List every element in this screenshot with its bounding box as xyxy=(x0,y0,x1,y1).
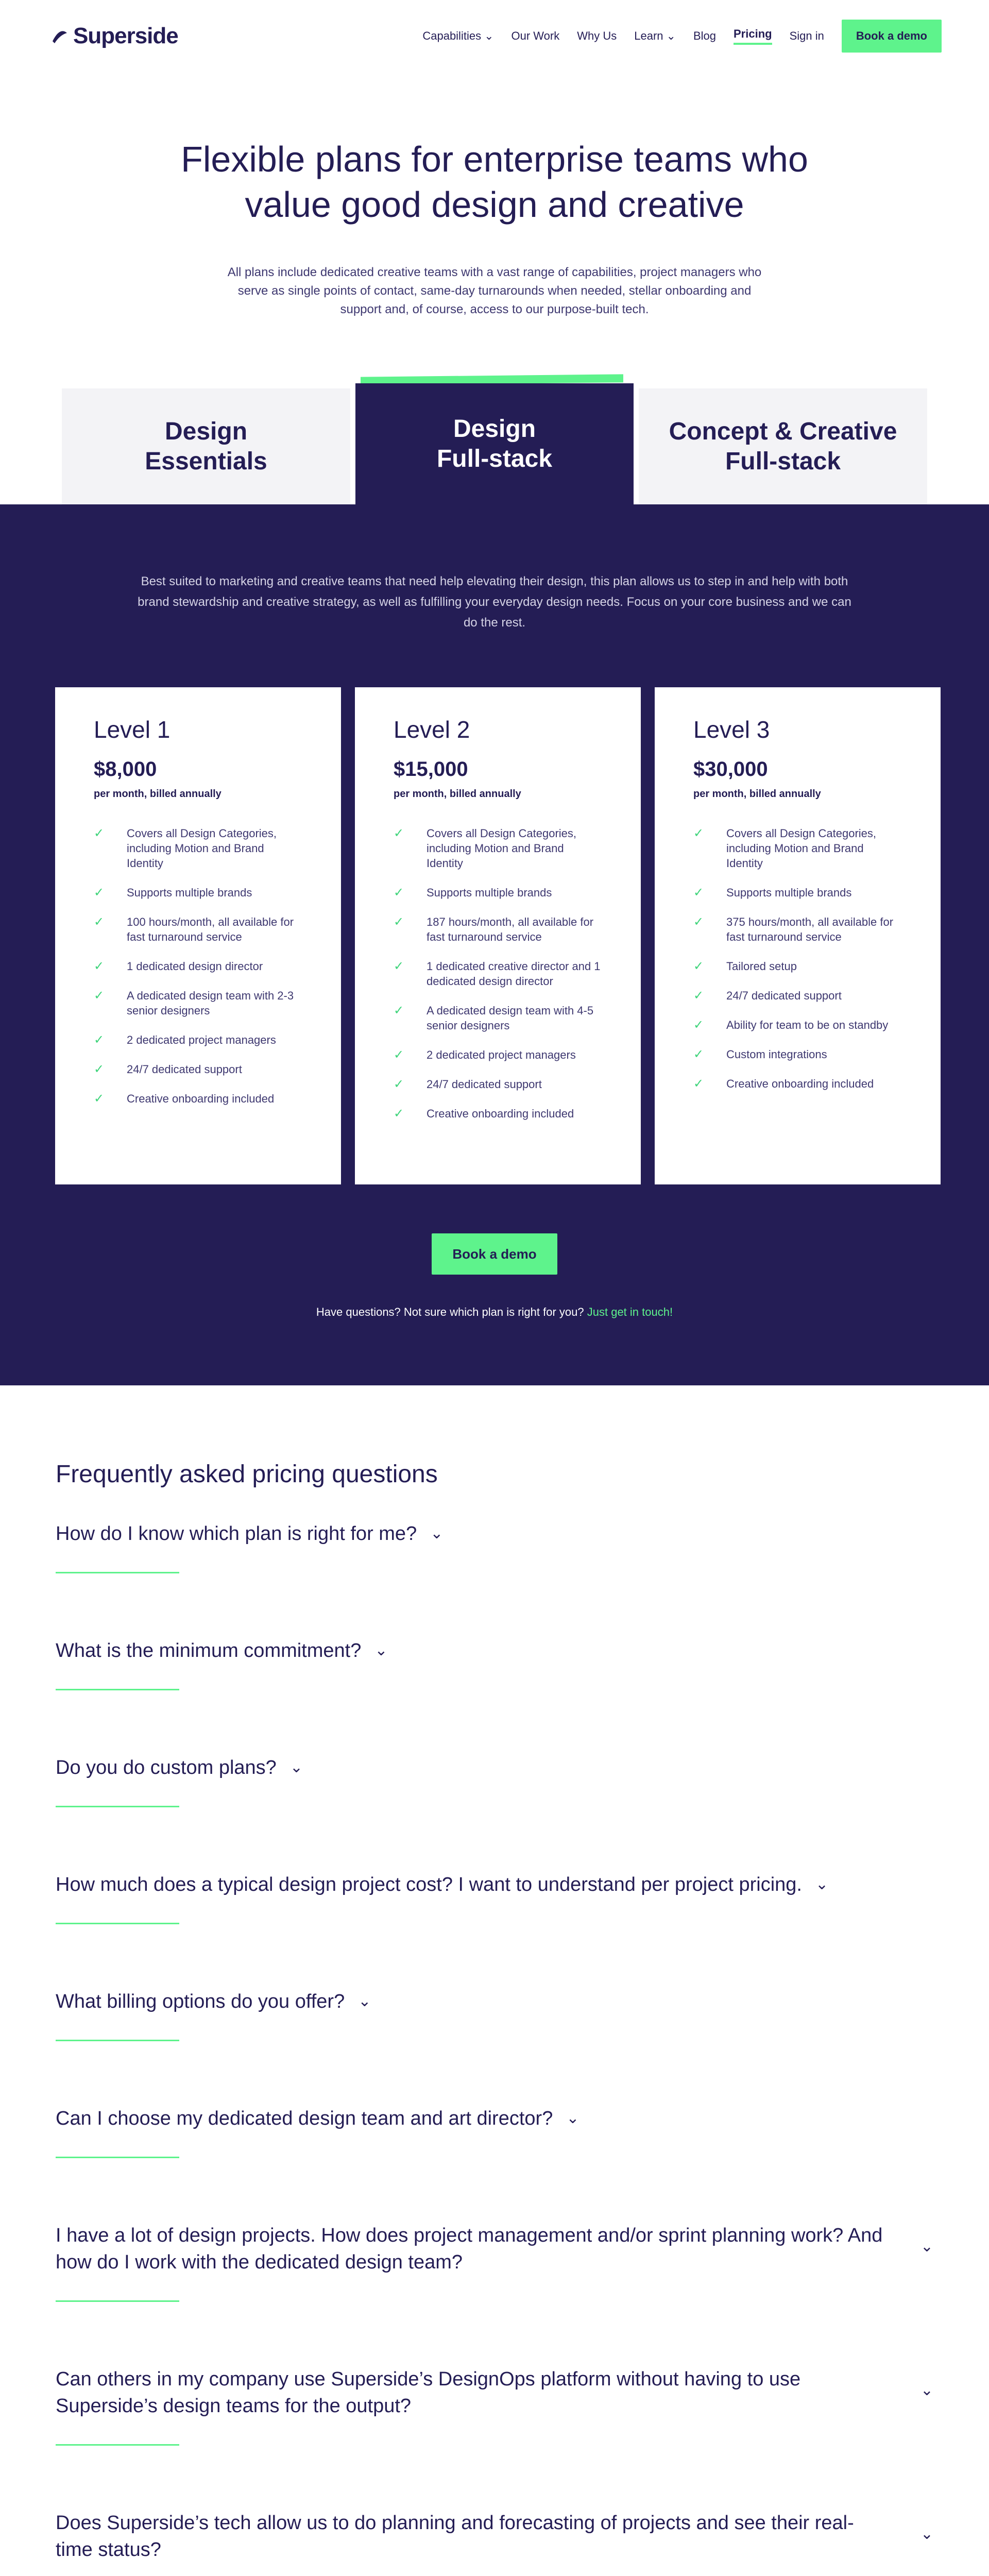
feature-item xyxy=(94,826,302,871)
divider xyxy=(56,1572,179,1573)
feature-text: 24/7 dedicated support xyxy=(726,989,842,1002)
plan-card-level-1 xyxy=(55,687,341,1184)
tab-label: Design Essentials xyxy=(145,417,267,475)
feature-item xyxy=(394,914,602,944)
feature-list xyxy=(394,826,602,1121)
feature-text: Covers all Design Categories, including Motion and Brand Identity xyxy=(726,827,877,870)
feature-item xyxy=(394,1003,602,1033)
feature-text: 187 hours/month, all available for fast turnaround service xyxy=(427,916,594,943)
divider xyxy=(56,2300,179,2302)
feature-text: 24/7 dedicated support xyxy=(127,1063,242,1076)
faq-question: Can I choose my dedicated design team and art director? xyxy=(56,2108,553,2129)
feature-item xyxy=(94,914,302,944)
main-nav xyxy=(422,20,942,53)
faq-item[interactable] xyxy=(56,1754,933,1807)
chevron-down-icon: ⌄ xyxy=(815,1876,829,1893)
plan-billing: per month, billed annually xyxy=(693,788,821,800)
check-icon: ✓ xyxy=(94,1062,105,1076)
plan-price: $30,000 xyxy=(693,758,768,781)
nav-blog[interactable]: Blog xyxy=(693,29,716,42)
get-in-touch-link[interactable]: Just get in touch! xyxy=(587,1306,673,1318)
faq-question: What billing options do you offer? xyxy=(56,1991,345,2012)
plan-card-level-3 xyxy=(655,687,941,1184)
nav-learn[interactable] xyxy=(634,29,676,43)
faq-title: Frequently asked pricing questions xyxy=(56,1461,438,1488)
check-icon: ✓ xyxy=(94,915,105,929)
check-icon: ✓ xyxy=(394,826,404,840)
plans-intro: Best suited to marketing and creative teams that need help elevating their design, this plan allows us to step in and help with both brand stewardship and creative strategy, as well as fulfilling your everyday design needs. Focus on your core business and we can do the rest. xyxy=(138,574,851,630)
divider xyxy=(56,1689,179,1690)
check-icon: ✓ xyxy=(394,1048,404,1062)
plans-book-demo-button[interactable]: Book a demo xyxy=(432,1233,557,1275)
logo[interactable] xyxy=(49,23,178,49)
plans-section xyxy=(0,504,989,1385)
plan-cards xyxy=(55,687,941,1184)
feature-item xyxy=(94,885,302,900)
plan-level: Level 3 xyxy=(693,716,770,743)
feature-text: Supports multiple brands xyxy=(127,886,252,899)
tab-design-essentials[interactable] xyxy=(62,388,350,504)
divider xyxy=(56,2444,179,2446)
chevron-down-icon: ⌄ xyxy=(374,1642,388,1659)
divider xyxy=(56,2157,179,2158)
plan-price: $8,000 xyxy=(94,758,157,781)
faq-question: Do you do custom plans? xyxy=(56,1757,277,1778)
feature-item xyxy=(394,826,602,871)
feature-item xyxy=(94,988,302,1018)
nav-our-work[interactable]: Our Work xyxy=(511,29,560,42)
faq-item[interactable] xyxy=(56,2222,933,2302)
tab-label: Concept & Creative Full-stack xyxy=(669,417,897,475)
feature-item xyxy=(94,1062,302,1077)
divider xyxy=(56,2040,179,2041)
faq-item[interactable] xyxy=(56,2510,933,2563)
check-icon: ✓ xyxy=(394,1004,404,1018)
check-icon: ✓ xyxy=(693,886,704,900)
faq-item[interactable] xyxy=(56,2366,933,2446)
check-icon: ✓ xyxy=(394,886,404,900)
check-icon: ✓ xyxy=(394,1077,404,1091)
hero-subtitle: All plans include dedicated creative teams with a vast range of capabilities, project managers who serve as single points of contact, same-day turnarounds when needed, stellar onboarding and support and, of course, access to our purpose-built tech. xyxy=(227,265,762,316)
plan-billing: per month, billed annually xyxy=(94,788,221,800)
book-demo-button[interactable]: Book a demo xyxy=(842,20,942,53)
feature-item xyxy=(693,1076,902,1091)
check-icon: ✓ xyxy=(693,1047,704,1061)
chevron-down-icon: ⌄ xyxy=(920,2382,933,2399)
faq-item[interactable] xyxy=(56,2105,933,2158)
feature-text: 1 dedicated design director xyxy=(127,960,263,973)
faq-question: How much does a typical design project cost? I want to understand per project pricing. xyxy=(56,1874,802,1895)
faq-question: What is the minimum commitment? xyxy=(56,1640,362,1662)
faq-question: I have a lot of design projects. How does project management and/or sprint planning work? And how do I work with the dedicated design team? xyxy=(56,2225,883,2273)
plan-level: Level 2 xyxy=(394,716,470,743)
check-icon: ✓ xyxy=(394,1107,404,1121)
feature-text: Covers all Design Categories, including Motion and Brand Identity xyxy=(127,827,277,870)
header xyxy=(0,0,989,72)
feature-item xyxy=(693,885,902,900)
feature-item xyxy=(693,826,902,871)
plan-billing: per month, billed annually xyxy=(394,788,521,800)
feature-item xyxy=(693,959,902,974)
chevron-down-icon: ⌄ xyxy=(430,1525,444,1542)
tab-label: Design Full-stack xyxy=(436,415,553,472)
feature-text: 24/7 dedicated support xyxy=(427,1078,542,1091)
check-icon: ✓ xyxy=(693,826,704,840)
check-icon: ✓ xyxy=(693,915,704,929)
divider xyxy=(56,1923,179,1924)
chevron-down-icon: ⌄ xyxy=(920,2238,933,2255)
faq-item[interactable] xyxy=(56,1988,933,2041)
feature-item xyxy=(693,1018,902,1032)
chevron-down-icon: ⌄ xyxy=(358,1993,371,2010)
check-icon: ✓ xyxy=(693,1018,704,1032)
feature-item xyxy=(94,1032,302,1047)
questions-line xyxy=(0,1306,989,1319)
chevron-down-icon: ⌄ xyxy=(666,29,676,42)
logo-text: Superside xyxy=(73,23,178,48)
nav-why-us[interactable]: Why Us xyxy=(577,29,617,42)
tab-design-full-stack[interactable] xyxy=(355,383,634,504)
faq-item[interactable] xyxy=(56,1637,933,1690)
feature-item xyxy=(693,1047,902,1062)
check-icon: ✓ xyxy=(94,989,105,1003)
chevron-down-icon: ⌄ xyxy=(920,2526,933,2543)
plan-tabs xyxy=(0,319,989,504)
check-icon: ✓ xyxy=(394,915,404,929)
nav-sign-in[interactable]: Sign in xyxy=(789,29,824,42)
faq-section xyxy=(0,1385,989,2563)
divider xyxy=(56,1806,179,1807)
feature-item xyxy=(394,1077,602,1092)
check-icon: ✓ xyxy=(693,989,704,1003)
faq-item[interactable] xyxy=(56,1871,933,1924)
chevron-down-icon: ⌄ xyxy=(289,1759,303,1776)
page-title: Flexible plans for enterprise teams who value good design and creative xyxy=(181,139,808,225)
nav-capabilities[interactable] xyxy=(422,29,493,43)
feature-text: 1 dedicated creative director and 1 dedicated design director xyxy=(427,960,601,988)
faq-question: Can others in my company use Superside’s DesignOps platform without having to use Superside’s design teams for the output? xyxy=(56,2368,801,2417)
feature-text: 100 hours/month, all available for fast turnaround service xyxy=(127,916,294,943)
faq-question: How do I know which plan is right for me? xyxy=(56,1523,417,1545)
feature-text: Ability for team to be on standby xyxy=(726,1019,889,1031)
nav-label: Learn xyxy=(634,29,663,42)
feature-text: Custom integrations xyxy=(726,1048,827,1061)
feature-text: Tailored setup xyxy=(726,960,797,973)
feature-text: Covers all Design Categories, including Motion and Brand Identity xyxy=(427,827,577,870)
feature-text: Creative onboarding included xyxy=(726,1077,874,1090)
feature-text: Creative onboarding included xyxy=(127,1092,275,1105)
feature-text: Creative onboarding included xyxy=(427,1107,574,1120)
chevron-down-icon: ⌄ xyxy=(484,29,494,42)
feature-item xyxy=(394,959,602,989)
feature-text: Supports multiple brands xyxy=(427,886,552,899)
check-icon: ✓ xyxy=(394,959,404,973)
questions-text: Have questions? Not sure which plan is right for you? xyxy=(316,1306,584,1318)
chevron-down-icon: ⌄ xyxy=(566,2110,579,2127)
faq-item[interactable] xyxy=(56,1520,933,1573)
feature-text: 2 dedicated project managers xyxy=(127,1033,276,1046)
feature-text: A dedicated design team with 2-3 senior designers xyxy=(127,989,294,1017)
hero xyxy=(0,72,989,319)
tab-concept-creative-full-stack[interactable] xyxy=(639,388,927,504)
feature-text: 375 hours/month, all available for fast turnaround service xyxy=(726,916,894,943)
feature-list xyxy=(94,826,302,1106)
plan-price: $15,000 xyxy=(394,758,468,781)
check-icon: ✓ xyxy=(693,1077,704,1091)
check-icon: ✓ xyxy=(94,1092,105,1106)
feature-item xyxy=(394,1106,602,1121)
check-icon: ✓ xyxy=(94,826,105,840)
feature-item xyxy=(394,1047,602,1062)
feature-item xyxy=(394,885,602,900)
feature-text: A dedicated design team with 4-5 senior designers xyxy=(427,1004,594,1032)
feature-list xyxy=(693,826,902,1091)
logo-icon xyxy=(49,26,70,46)
check-icon: ✓ xyxy=(693,959,704,973)
check-icon: ✓ xyxy=(94,1033,105,1047)
nav-label: Capabilities xyxy=(422,29,482,42)
plan-card-level-2 xyxy=(355,687,641,1184)
check-icon: ✓ xyxy=(94,959,105,973)
feature-item xyxy=(693,988,902,1003)
check-icon: ✓ xyxy=(94,886,105,900)
plan-level: Level 1 xyxy=(94,716,170,743)
feature-item xyxy=(94,959,302,974)
feature-text: 2 dedicated project managers xyxy=(427,1048,576,1061)
nav-pricing[interactable]: Pricing xyxy=(734,27,772,45)
feature-item xyxy=(693,914,902,944)
feature-text: Supports multiple brands xyxy=(726,886,852,899)
plans-cta xyxy=(0,1233,989,1275)
feature-item xyxy=(94,1091,302,1106)
faq-question: Does Superside’s tech allow us to do planning and forecasting of projects and see their real-time status? xyxy=(56,2512,854,2561)
